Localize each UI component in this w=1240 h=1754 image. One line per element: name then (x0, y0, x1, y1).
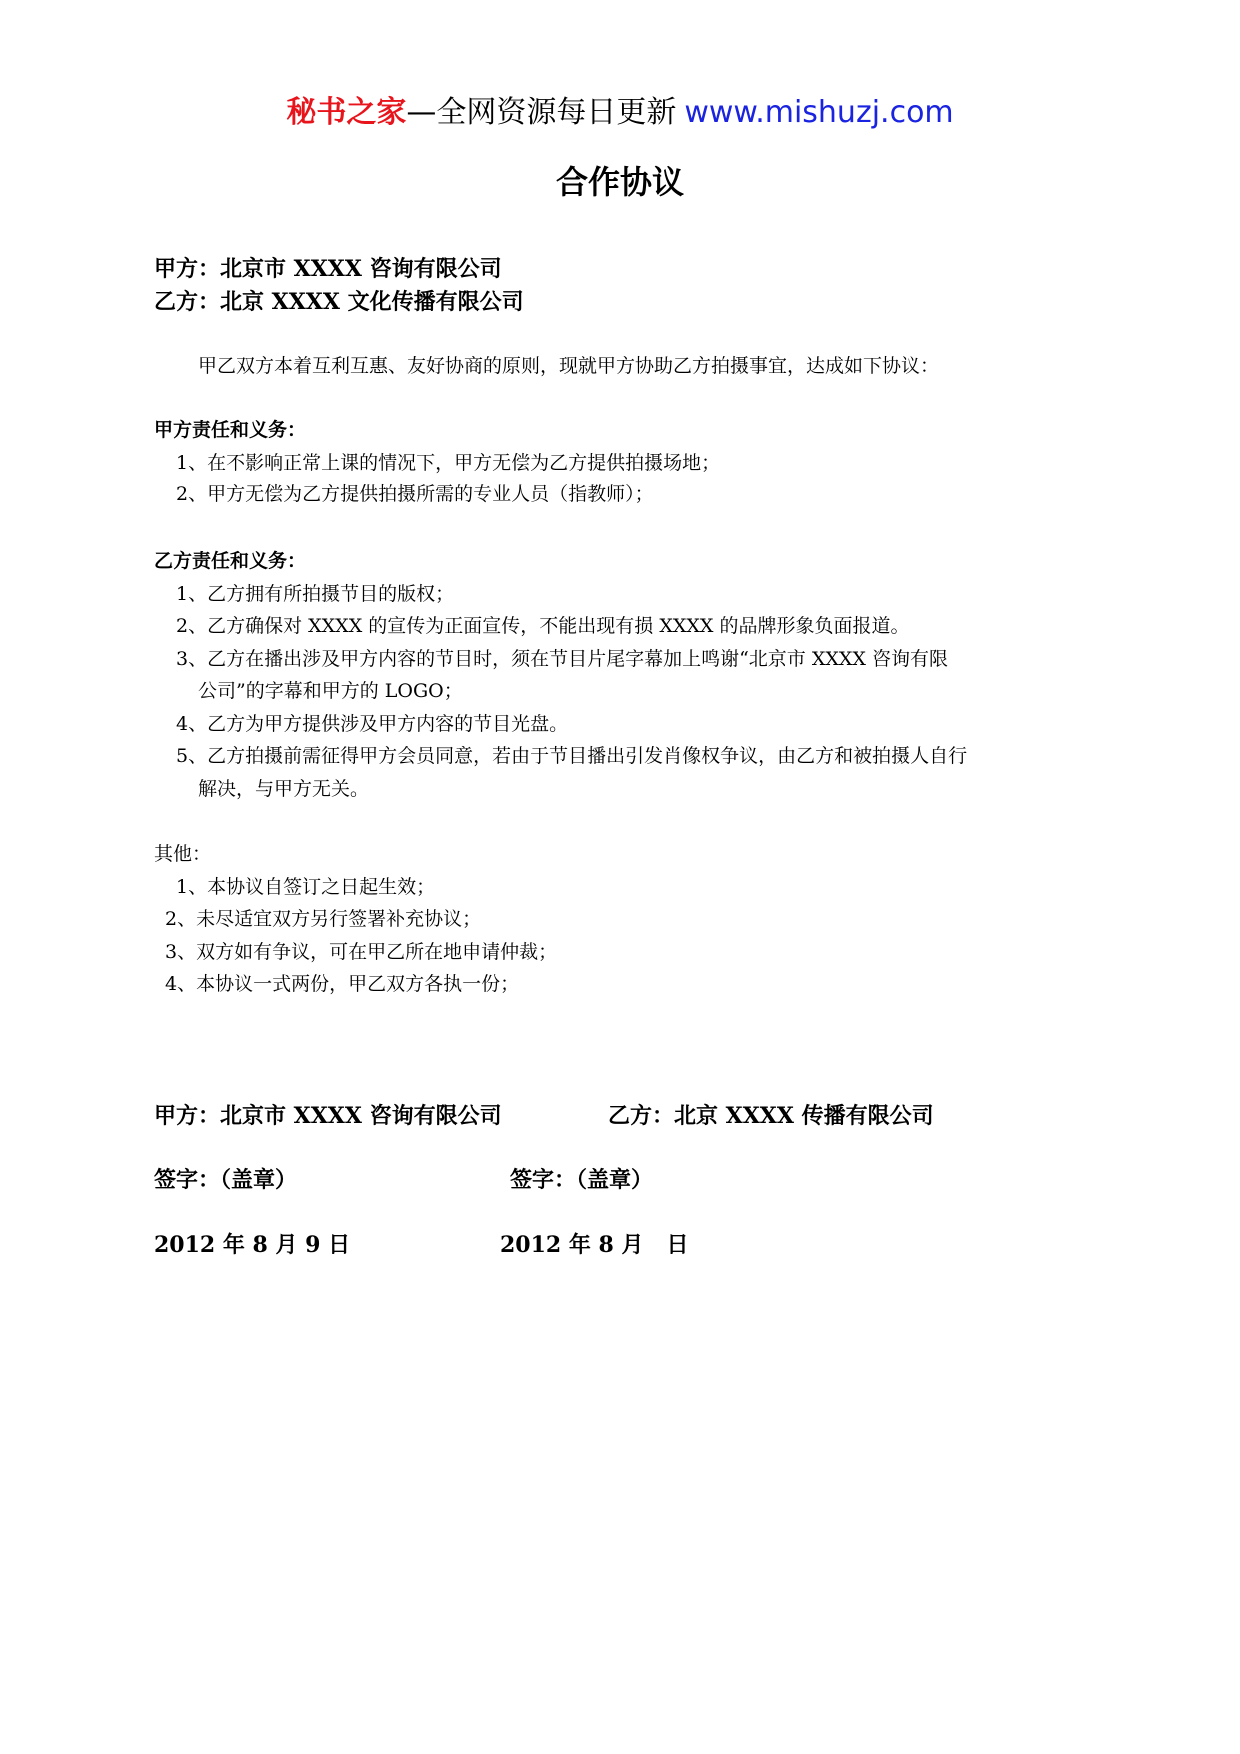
document-title: 合作协议 (555, 163, 684, 201)
signature-party-b: 乙方：北京 XXXX 传播有限公司 (608, 1103, 934, 1129)
intro-paragraph: 甲乙双方本着互利互惠、友好协商的原则，现就甲方协助乙方拍摄事宜，达成如下协议： (198, 355, 940, 377)
list-item: 2、未尽适宜双方另行签署补充协议； (165, 908, 482, 930)
list-item: 5、乙方拍摄前需征得甲方会员同意，若由于节目播出引发肖像权争议，由乙方和被拍摄人自行 (176, 745, 968, 767)
list-item: 1、乙方拥有所拍摄节目的版权； (176, 583, 455, 605)
party-a-duties-heading: 甲方责任和义务： (154, 419, 307, 441)
date-a: 2012 年 8 月 9 日 (154, 1232, 351, 1258)
list-item: 4、乙方为甲方提供涉及甲方内容的节目光盘。 (176, 713, 569, 735)
banner-url-link[interactable]: www.mishuzj.com (684, 95, 954, 130)
list-item: 3、双方如有争议，可在甲乙所在地申请仲裁； (165, 941, 558, 963)
banner-slogan: 全网资源每日更新 (436, 95, 677, 130)
date-b: 2012 年 8 月 日 (500, 1232, 689, 1258)
list-item: 2、甲方无偿为乙方提供拍摄所需的专业人员（指教师）； (176, 483, 654, 505)
list-item-continuation: 解决，与甲方无关。 (198, 778, 370, 800)
party-b-duties-heading: 乙方责任和义务： (154, 550, 307, 572)
other-heading: 其他： (154, 843, 212, 865)
party-a-header: 甲方：北京市 XXXX 咨询有限公司 (154, 256, 502, 282)
list-item: 4、本协议一式两份，甲乙双方各执一份； (165, 973, 520, 995)
banner-dash: — (406, 95, 437, 130)
signature-line-a: 签字：（盖章） (154, 1167, 298, 1193)
signature-party-a: 甲方：北京市 XXXX 咨询有限公司 (154, 1103, 502, 1129)
party-b-header: 乙方：北京 XXXX 文化传播有限公司 (154, 289, 524, 315)
list-item: 2、乙方确保对 XXXX 的宣传为正面宣传，不能出现有损 XXXX 的品牌形象负面报道。 (176, 615, 910, 637)
header-banner (0, 95, 1240, 130)
list-item-continuation: 公司”的字幕和甲方的 LOGO； (198, 680, 463, 702)
list-item: 1、在不影响正常上课的情况下，甲方无偿为乙方提供拍摄场地； (176, 452, 721, 474)
list-item: 1、本协议自签订之日起生效； (176, 876, 436, 898)
list-item: 3、乙方在播出涉及甲方内容的节目时，须在节目片尾字幕加上鸣谢“北京市 XXXX 咨询有限 (176, 648, 948, 670)
signature-line-b: 签字：（盖章） (510, 1167, 654, 1193)
brand-name: 秘书之家 (286, 95, 407, 130)
